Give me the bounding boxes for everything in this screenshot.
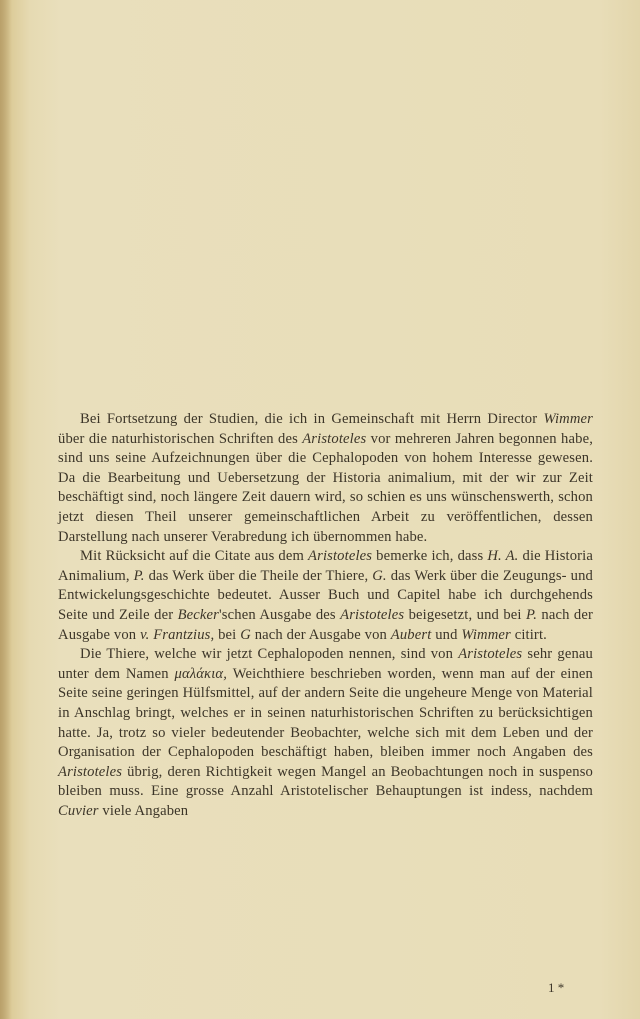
paragraph-3 [58, 645, 593, 821]
text-run: viele Angaben [98, 802, 189, 819]
italic-text-run: Wimmer [543, 411, 593, 427]
italic-text-run: Wimmer [461, 626, 511, 643]
italic-text-run: Aristoteles [302, 430, 367, 447]
text-run: Mit Rücksicht auf die Citate aus dem [80, 548, 309, 565]
italic-text-run: Aristoteles [308, 548, 373, 565]
text-run: die Historia Animalium, [58, 548, 594, 584]
italic-text-run: Aristoteles [458, 646, 523, 663]
italic-text-run: Aubert [390, 626, 432, 643]
text-run: das Werk über die Zeugungs- und Entwickelungsgeschichte bedeutet. Ausser Buch und Capitel habe ich durchgehends Seite und Zeile der [58, 567, 594, 623]
italic-text-run: P. [133, 567, 145, 584]
italic-text-run: P. [526, 606, 537, 623]
text-run: Die Thiere, welche wir jetzt Cephalopoden nennen, sind von [80, 646, 459, 663]
body-text [58, 410, 593, 821]
text-run: Bei Fortsetzung der Studien, die ich in Gemeinschaft mit Herrn Director [80, 411, 544, 427]
italic-text-run: G. [372, 567, 387, 584]
text-run: beigesetzt, und bei [404, 606, 527, 623]
text-run: bei [214, 626, 241, 643]
text-run: und [431, 626, 462, 643]
italic-text-run: G [240, 626, 251, 643]
text-run: citirt. [510, 626, 547, 643]
italic-text-run: μαλάκια, [174, 665, 228, 682]
text-run: nach der Ausgabe von [250, 626, 391, 643]
text-run: vor mehreren Jahren begonnen habe, sind uns seine Aufzeichnungen über die Cephalopoden von hohem Interesse gewesen. Da die Bearbeitung und Uebersetzung der Historia animalium, mit der wir zur Zeit beschäftigt sind, noch längere Zeit dauern wird, so schien es uns wünschenswerth, schon jetzt diesen Theil unserer gemeinschaftlichen Arbeit zu veröffentlichen, dessen Darstellung nach unserer Verabredung ich übernommen habe. [58, 430, 593, 545]
text-run: nach der Ausgabe von [58, 606, 593, 643]
italic-text-run: Cuvier [58, 802, 99, 819]
text-run: Weichthiere beschrieben worden, wenn man auf der einen Seite seine geringen Hülfsmittel, auf der andern Seite die ungeheure Menge von Material in Anschlag bringt, welches er in seinen naturhistorischen Schriften zu berücksichtigen hatte. Ja, trotz so vieler bedeutender Beobachter, welche sich mit dem Leben und der Organisation der Cephalopoden beschäftigt haben, bleiben immer noch Angaben des [58, 665, 593, 761]
italic-text-run: Aristoteles [340, 606, 405, 623]
text-run: über die naturhistorischen Schriften des [58, 430, 303, 447]
page-signature: 1 * [548, 980, 565, 995]
page-binding-edge [0, 0, 12, 1019]
italic-text-run: v. Frantzius, [140, 626, 215, 643]
paragraph-1 [58, 410, 593, 547]
italic-text-run: Aristoteles [58, 763, 123, 780]
text-run: übrig, deren Richtigkeit wegen Mangel an Beobachtungen noch in suspenso bleiben muss. Eine grosse Anzahl Aristotelischer Behauptungen ist indess, nachdem [58, 763, 593, 800]
italic-text-run: Becker [177, 606, 220, 623]
paragraph-2 [58, 547, 593, 645]
text-run: sehr genau unter dem Namen [58, 646, 593, 682]
text-run: das Werk über die Theile der Thiere, [144, 567, 373, 584]
italic-text-run: H. A. [487, 548, 519, 565]
text-run: 'schen Ausgabe des [219, 606, 341, 623]
text-run: bemerke ich, dass [372, 548, 488, 565]
